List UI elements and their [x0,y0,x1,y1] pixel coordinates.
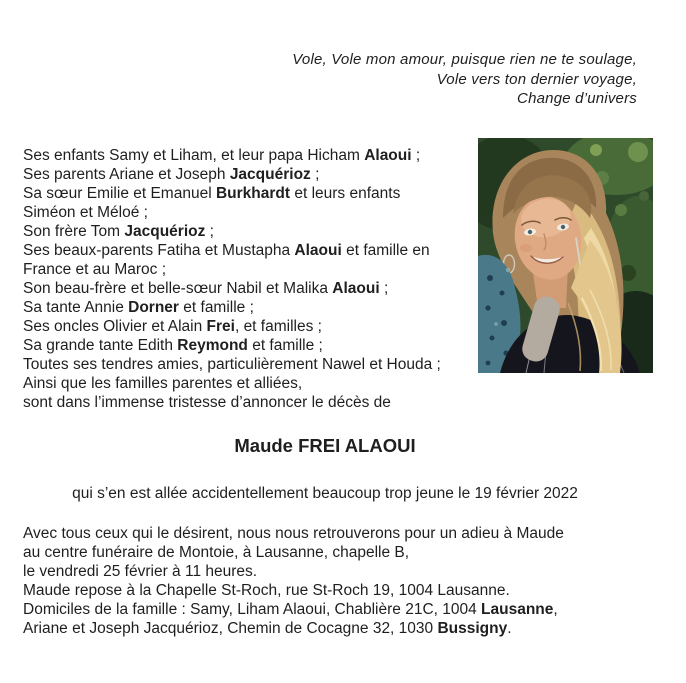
text-segment: Ainsi que les familles parentes et alliées, [23,375,303,392]
text-line [23,524,671,543]
text-line [23,165,475,184]
text-segment: Ses beaux-parents Fatiha et Mustapha [23,242,295,259]
text-line [23,241,475,260]
text-segment: Son beau-frère et belle-sœur Nabil et Malika [23,280,333,297]
text-segment: Bussigny [437,620,508,637]
funeral-details [23,524,671,638]
text-line [23,374,475,393]
text-segment: et famille en [341,242,430,259]
text-segment: Ariane et Joseph Jacquérioz, Chemin de Cocagne 32, 1030 [23,620,438,637]
text-segment: . [507,620,512,637]
text-line [23,581,671,600]
text-segment: et famille ; [247,337,323,354]
portrait-photo [478,138,653,373]
death-date-line: qui s’en est allée accidentellement beaucoup trop jeune le 19 février 2022 [72,485,578,502]
text-line [23,298,475,317]
text-segment: Maude repose à la Chapelle St-Roch, rue St-Roch 19, 1004 Lausanne. [23,582,510,599]
text-segment: Avec tous ceux qui le désirent, nous nous retrouverons pour un adieu à Maude [23,525,564,542]
text-segment: Toutes ses tendres amies, particulièrement Nawel et Houda ; [23,356,441,373]
text-segment: Sa sœur Emilie et Emanuel [23,185,216,202]
text-segment: et famille ; [178,299,254,316]
text-segment: Sa grande tante Edith [23,337,178,354]
text-segment: le vendredi 25 février à 11 heures. [23,563,258,580]
text-segment: Dorner [128,299,179,316]
text-line [23,393,475,412]
text-segment: ; [205,223,214,240]
text-segment: Alaoui [294,242,342,259]
text-segment: Son frère Tom [23,223,125,240]
text-line [23,279,475,298]
text-segment: Jacquérioz [124,223,206,240]
text-line [23,355,475,374]
quote-block [292,50,637,109]
quote-line: Vole vers ton dernier voyage, [436,70,637,88]
text-segment: Domiciles de la famille : Samy, Liham Alaoui, Chablière 21C, 1004 [23,601,482,618]
text-line [23,184,475,203]
text-line [23,317,475,336]
deceased-name: Maude FREI ALAOUI [234,435,416,456]
text-line [23,336,475,355]
text-line [23,203,475,222]
text-segment: Burkhardt [215,185,291,202]
text-segment: Jacquérioz [229,166,311,183]
text-segment: Ses parents Ariane et Joseph [23,166,230,183]
text-line [23,146,475,165]
text-segment: Alaoui [332,280,380,297]
family-list [23,146,475,412]
text-line [23,543,671,562]
text-segment: ; [310,166,320,183]
text-line [23,600,671,619]
text-line [23,260,475,279]
text-line [23,562,671,581]
text-segment: , [553,601,558,618]
text-segment: France et au Maroc ; [23,261,167,278]
text-segment: Sa tante Annie [23,299,129,316]
text-line [23,222,475,241]
text-segment: ; [411,147,421,164]
text-line [23,619,671,638]
text-segment: , et familles ; [234,318,322,335]
text-segment: Frei [206,318,235,335]
text-segment: Reymond [177,337,248,354]
quote-line: Vole, Vole mon amour, puisque rien ne te soulage, [292,51,637,68]
portrait-illustration [478,138,653,373]
text-segment: Lausanne [481,601,554,618]
text-segment: sont dans l’immense tristesse d’annoncer le décès de [23,394,391,411]
text-segment: Ses enfants Samy et Liham, et leur papa Hicham [23,147,365,164]
text-segment: et leurs enfants [290,185,401,202]
text-segment: Ses oncles Olivier et Alain [23,318,207,335]
text-segment: au centre funéraire de Montoie, à Lausanne, chapelle B, [23,544,410,561]
quote-line: Change d’univers [517,90,637,107]
text-segment: Siméon et Méloé ; [23,204,148,221]
text-segment: Alaoui [364,147,412,164]
text-segment: ; [379,280,389,297]
